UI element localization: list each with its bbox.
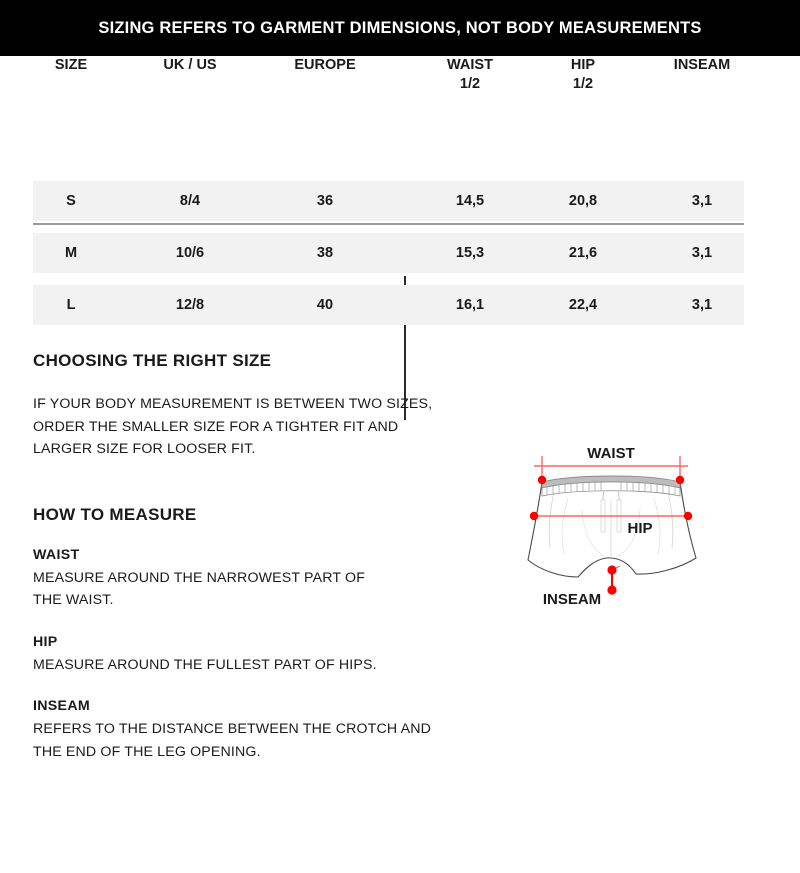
- column-header-inseam: [674, 56, 730, 75]
- measure-definition-inseam-line-1: REFERS TO THE DISTANCE BETWEEN THE CROTCH AND: [33, 721, 432, 737]
- measure-definition-inseam: [33, 718, 503, 763]
- column-header-europe-label: EUROPE: [294, 57, 356, 73]
- measure-term-inseam: INSEAM: [33, 698, 90, 714]
- cell-europe: 36: [316, 193, 334, 209]
- diagram-label-waist: WAIST: [587, 445, 635, 462]
- inseam-marker-dot-top: [607, 565, 616, 574]
- column-header-europe: [294, 56, 355, 75]
- cell-waist: 14,5: [455, 193, 485, 209]
- column-header-size: [55, 56, 87, 75]
- measure-definition-waist-line-2: THE WAIST.: [33, 592, 114, 608]
- shorts-outline-icon: [528, 482, 696, 577]
- cell-waist: 16,1: [455, 297, 485, 313]
- table-row: [33, 181, 744, 221]
- shorts-measurement-diagram: [520, 440, 725, 615]
- cell-inseam: 3,1: [691, 297, 713, 313]
- table-row: [33, 285, 744, 325]
- choosing-size-paragraph: [33, 393, 503, 461]
- measure-definition-waist: [33, 567, 503, 612]
- diagram-label-hip: HIP: [627, 520, 653, 537]
- measure-definition-waist-line-1: MEASURE AROUND THE NARROWEST PART OF: [33, 569, 366, 586]
- how-to-measure-title: HOW TO MEASURE: [33, 504, 197, 524]
- choosing-size-title: CHOOSING THE RIGHT SIZE: [33, 351, 272, 370]
- inseam-marker-dot-bottom: [607, 585, 616, 594]
- measure-definition-hip-line-1: MEASURE AROUND THE FULLEST PART OF HIPS.: [33, 656, 377, 673]
- cell-hip: 20,8: [568, 193, 598, 209]
- measure-definition-hip: [33, 654, 503, 677]
- size-chart-table: [0, 56, 800, 325]
- measure-term-hip: HIP: [33, 633, 58, 650]
- measure-term-waist: WAIST: [33, 546, 80, 563]
- cell-inseam: 3,1: [691, 193, 713, 209]
- choosing-size-line-2: ORDER THE SMALLER SIZE FOR A TIGHTER FIT AND: [33, 418, 399, 435]
- diagram-label-inseam: INSEAM: [542, 591, 602, 608]
- hip-marker-dot-left: [530, 512, 538, 520]
- column-header-size-label: SIZE: [54, 57, 88, 73]
- cell-size: L: [66, 297, 76, 313]
- cell-europe: 38: [316, 245, 334, 261]
- cell-europe: 40: [316, 297, 334, 313]
- table-header-row: [0, 56, 800, 128]
- sizing-notice-banner: [0, 0, 800, 56]
- choosing-size-line-3: LARGER SIZE FOR LOOSER FIT.: [33, 441, 256, 457]
- waist-marker-dot-left: [538, 476, 546, 484]
- cell-hip: 22,4: [568, 297, 598, 313]
- column-header-uk-us-label: UK / US: [163, 57, 217, 73]
- hip-marker-dot-right: [684, 512, 692, 520]
- table-row: [33, 233, 744, 273]
- sizing-notice-text: SIZING REFERS TO GARMENT DIMENSIONS, NOT BODY MEASUREMENTS: [98, 18, 702, 37]
- cell-uk-us: 10/6: [175, 245, 205, 261]
- column-header-uk-us: [163, 56, 216, 75]
- column-header-hip-sublabel: 1/2: [572, 76, 594, 92]
- column-header-hip: [571, 56, 595, 94]
- measure-definition-inseam-line-2: THE END OF THE LEG OPENING.: [33, 743, 261, 760]
- table-header-divider: [33, 223, 744, 225]
- column-header-waist-label: WAIST: [447, 57, 493, 73]
- choosing-size-line-1: IF YOUR BODY MEASUREMENT IS BETWEEN TWO SIZES,: [33, 396, 433, 412]
- cell-inseam: 3,1: [691, 245, 713, 261]
- column-header-waist-sublabel: 1/2: [459, 76, 481, 92]
- waist-marker-dot-right: [676, 476, 684, 484]
- column-header-waist: [447, 56, 493, 94]
- row-gap: [0, 273, 800, 285]
- table-head-body-gap: [0, 128, 800, 181]
- cell-size: M: [64, 245, 78, 261]
- column-header-inseam-label: INSEAM: [673, 57, 731, 73]
- cell-waist: 15,3: [455, 245, 485, 261]
- inseam-measurement-guide: [607, 565, 620, 594]
- column-header-hip-label: HIP: [570, 57, 596, 73]
- cell-uk-us: 8/4: [179, 193, 201, 209]
- cell-uk-us: 12/8: [175, 297, 205, 313]
- cell-size: S: [66, 193, 76, 209]
- cell-hip: 21,6: [568, 245, 598, 261]
